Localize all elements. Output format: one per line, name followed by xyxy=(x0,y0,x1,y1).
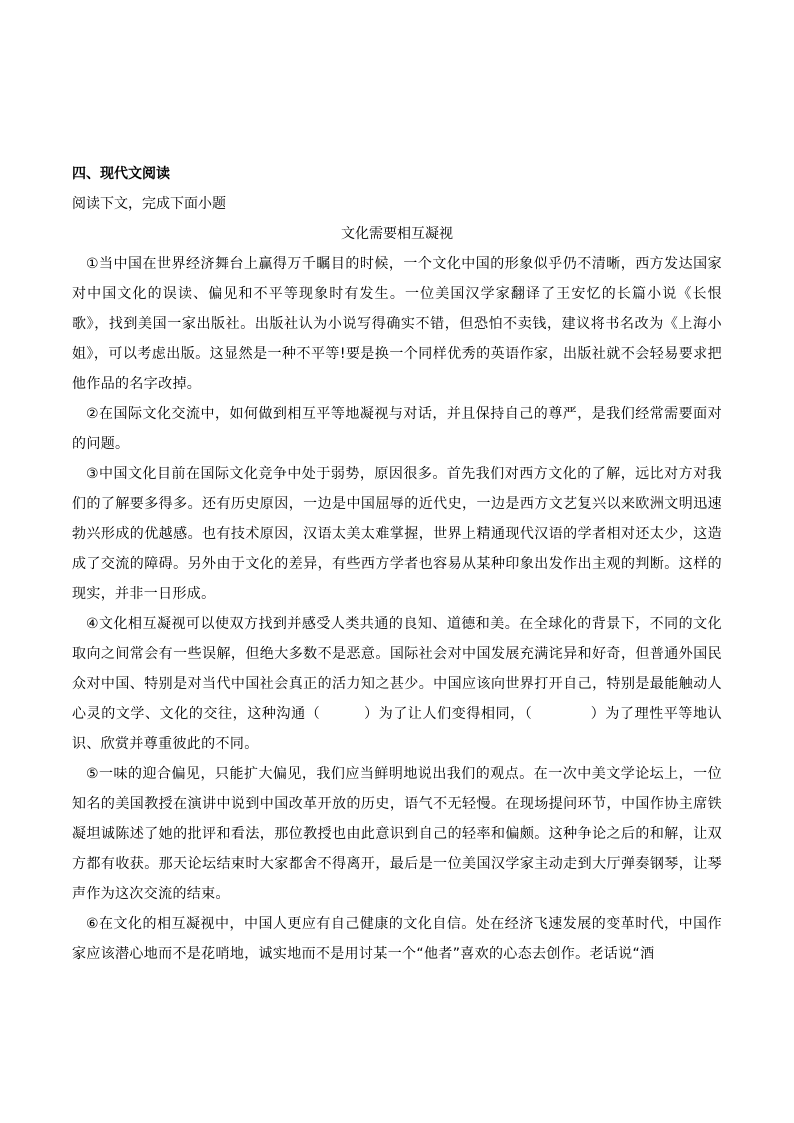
paragraph-5: ⑤一味的迎合偏见，只能扩大偏见，我们应当鲜明地说出我们的观点。在一次中美文学论坛上，一位知名的美国教授在演讲中说到中国改革开放的历史，语气不无轻慢。在现场提问环节，中国作协主席铁凝坦诚陈述了她的批评和看法，那位教授也由此意识到自己的轻率和偏颇。这种争论之后的和解，让双方都有收获。那天论坛结束时大家都舍不得离开，最后是一位美国汉学家主动走到大厅弹奏钢琴，让琴声作为这次交流的结束。 xyxy=(72,766,722,902)
paragraph-4: ④文化相互凝视可以使双方找到并感受人类共通的良知、道德和美。在全球化的背景下，不同的文化取向之间常会有一些误解，但绝大多数不是恶意。国际社会对中国发展充满诧异和好奇，但普通外国民众对中国、特别是对当代中国社会真正的活力知之甚少。中国应该向世界打开自己，特别是最能触动人心灵的文学、文化的交往，这种沟通（ ）为了让人们变得相同，（ ）为了理性平等地认识、欣赏并尊重彼此的不同。 xyxy=(72,616,722,752)
document-page xyxy=(72,159,722,969)
paragraph-3: ③中国文化目前在国际文化竞争中处于弱势，原因很多。首先我们对西方文化的了解，远比对方对我们的了解要多得多。还有历史原因，一边是中国屈辱的近代史，一边是西方文艺复兴以来欧洲文明迅速勃兴形成的优越感。也有技术原因，汉语太美太难掌握，世界上精通现代汉语的学者相对还太少，这造成了交流的障碍。另外由于文化的差异，有些西方学者也容易从某种印象出发作出主观的判断。这样的现实，并非一日形成。 xyxy=(72,466,722,602)
paragraph-1: ①当中国在世界经济舞台上赢得万千瞩目的时候，一个文化中国的形象似乎仍不清晰，西方发达国家对中国文化的误读、偏见和不平等现象时有发生。一位美国汉学家翻译了王安忆的长篇小说《长恨歌》，找到美国一家出版社。出版社认为小说写得确实不错，但恐怕不卖钱，建议将书名改为《上海小姐》，可以考虑出版。这显然是一种不平等!要是换一个同样优秀的英语作家，出版社就不会轻易要求把他作品的名字改掉。 xyxy=(72,256,722,392)
paragraph-6: ⑥在文化的相互凝视中，中国人更应有自己健康的文化自信。处在经济飞速发展的变革时代，中国作家应该潜心地而不是花哨地，诚实地而不是用讨某一个“他者”喜欢的心态去创作。老话说“酒 xyxy=(72,916,722,962)
section-heading: 四、现代文阅读 xyxy=(72,166,170,182)
article-title: 文化需要相互凝视 xyxy=(341,226,453,242)
paragraph-2: ②在国际文化交流中，如何做到相互平等地凝视与对话，并且保持自己的尊严，是我们经常需要面对的问题。 xyxy=(72,406,722,452)
reading-instruction: 阅读下文，完成下面小题 xyxy=(72,196,226,212)
